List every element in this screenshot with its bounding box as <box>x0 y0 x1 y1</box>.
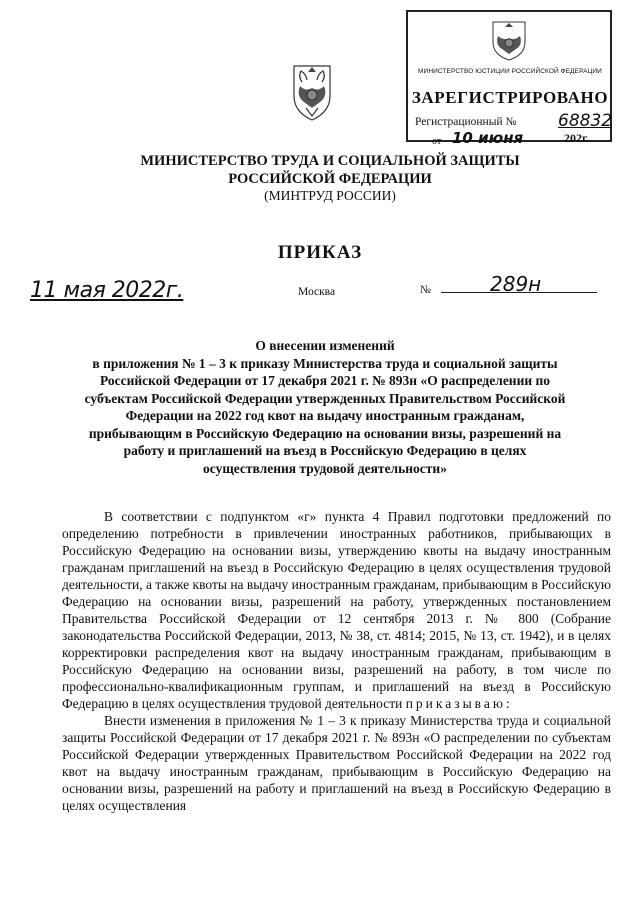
russian-coat-of-arms-icon <box>288 62 336 122</box>
body-paragraph-1 <box>62 508 611 712</box>
ministry-short-name: (МИНТРУД РОССИИ) <box>264 188 396 203</box>
order-city: Москва <box>298 286 336 298</box>
stamp-reg-number: 68832 <box>558 111 613 131</box>
subject-line: Российской Федерации от 17 декабря 2021 г. № 893н «О распределении по <box>99 373 551 388</box>
body-paragraph-2: Внести изменения в приложения № 1 – 3 к приказу Министерства труда и социальной защиты Российской Федерации от 17 декабря 2021 г. № 893н «О распределении по субъектам Российской Федерации утвержденных Правительством Российской Федерации на 2022 год квот на выдачу иностранным гражданам, прибывающим в Российскую Федерацию на основании визы, разрешений на работу и приглашений на въезд в Российскую Федерацию в целях осуществления <box>62 713 611 813</box>
subject-line: Федерации на 2022 год квот на выдачу иностранным гражданам, <box>125 408 525 423</box>
ministry-name <box>110 152 550 188</box>
subject-line: прибывающим в Российскую Федерацию на основании визы, разрешений на <box>88 425 562 441</box>
stamp-ministry-name: МИНИСТЕРСТВО ЮСТИЦИИ РОССИЙСКОЙ ФЕДЕРАЦИИ <box>418 68 602 75</box>
subject-line: осуществления трудовой деятельности» <box>203 460 447 476</box>
paragraph-text: В соответствии с подпунктом «г» пункта 4 Правил подготовки предложений по определению потребности в привлечении иностранных работников, прибывающих в Российскую Федерацию на основании визы, утверждению квоты на выдачу иностранным гражданам приглашений на въезд в Российскую Федерацию в целях осуществления трудовой деятельности, а также квоты на выдачу иностранным гражданам, прибывающим в Российскую Федерацию на основании визы, разрешений на работу, утвержденных постановлением Правительства Российской Федерации от 12 сентября 2013 г. № 800 (Собрание законодательства Российской Федерации, 2013, № 38, ст. 4814; 2015, № 13, ст. 1942), и в целях корректировки распределения квот на выдачу иностранным гражданам, прибывающим в Российскую Федерацию на основании визы, разрешений на работу, в том числе по профессионально-квалификационным группам, и приглашений на въезд в Российскую Федерацию в целях осуществления трудовой деятельности <box>62 509 611 711</box>
page-title: ПРИКАЗ <box>277 242 363 263</box>
stamp-date: 10 июня <box>452 129 524 147</box>
subject-line: О внесении изменений <box>255 338 395 353</box>
stamp-registered-label: ЗАРЕГИСТРИРОВАНО <box>411 88 609 107</box>
subject-line: в приложения № 1 – 3 к приказу Министерства труда и социальной защиты <box>92 355 558 371</box>
stamp-year: 202г. <box>564 131 590 145</box>
order-number-label: № <box>420 284 431 296</box>
registration-stamp <box>406 10 613 147</box>
ministry-line-2: РОССИЙСКОЙ ФЕДЕРАЦИИ <box>228 171 432 187</box>
order-word: приказываю: <box>405 696 513 711</box>
order-number: 289н <box>490 272 542 296</box>
stamp-reg-number-label: Регистрационный № <box>415 116 517 128</box>
ministry-line-1: МИНИСТЕРСТВО ТРУДА И СОЦИАЛЬНОЙ ЗАЩИТЫ <box>140 153 520 169</box>
subject-line: работу и приглашений на въезд в Российскую Федерацию в целях <box>123 443 527 458</box>
subject-line: субъектам Российской Федерации утвержденных Правительством Российской <box>84 390 566 406</box>
order-subject <box>60 337 590 477</box>
order-body <box>62 508 611 814</box>
order-date: 11 мая 2022г. <box>30 278 184 303</box>
stamp-date-label: от <box>432 136 442 147</box>
russian-coat-of-arms-icon <box>488 18 530 62</box>
